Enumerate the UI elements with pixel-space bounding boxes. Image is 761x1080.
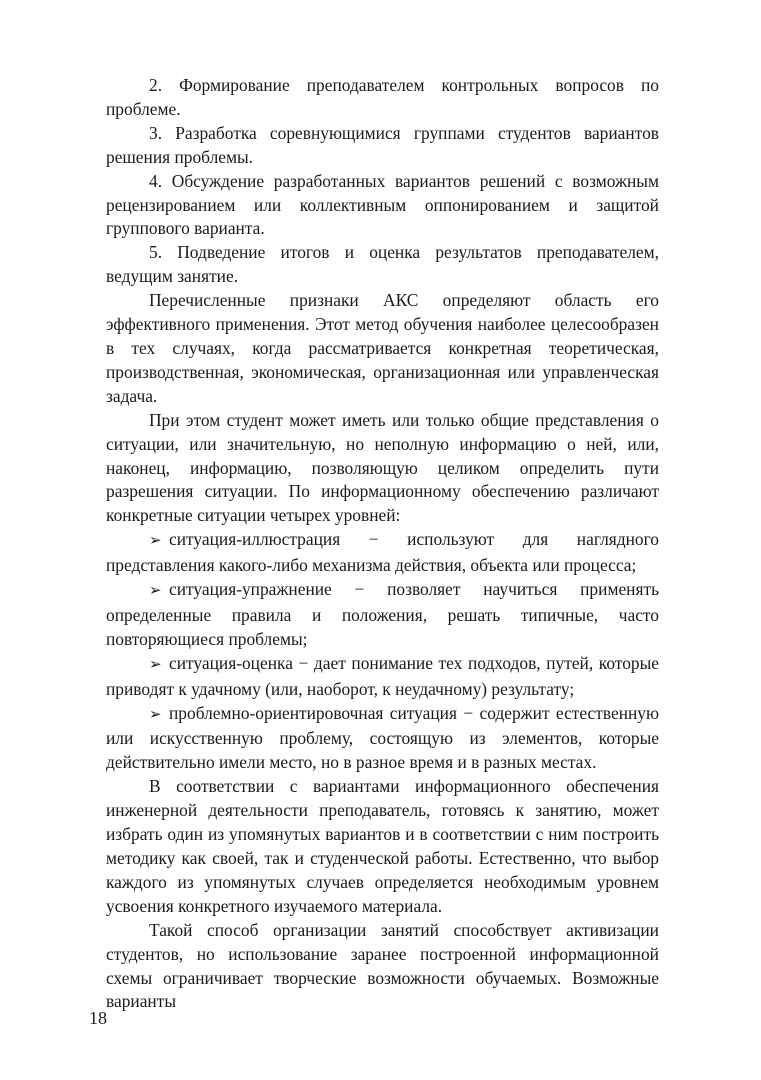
arrow-bullet-icon: ➢ — [149, 706, 162, 723]
page-number: 18 — [89, 1008, 107, 1028]
paragraph-information-levels: При этом студент может иметь или только общие представления о ситуации, или значительную, но неполную информацию о ней, или, наконец, информацию, позволяющую целиком определить пути разрешения ситуации. По информационному обеспечению различают конкретные ситуации четырех уровней: — [106, 409, 659, 526]
bullet-item-assessment — [106, 652, 659, 702]
numbered-item-2: 2. Формирование преподавателем контрольных вопросов по проблеме. — [106, 75, 659, 119]
bullet-item-problem-oriented — [106, 702, 659, 776]
bullet-item-exercise — [106, 578, 659, 652]
paragraph-activation: Такой способ организации занятий способствует активизации студентов, но использование заранее построенной информационной схемы ограничивает творческие возможности обучаемых. Возможные варианты — [106, 919, 659, 1012]
paragraph-teacher-choice: В соответствии с вариантами информационного обеспечения инженерной деятельности преподаватель, готовясь к занятию, может избрать один из упомянутых вариантов и в соответствии с ним построить методику как своей, так и студенческой работы. Естественно, что выбор каждого из упомянутых случаев определяется необходимым уровнем усвоения конкретного изучаемого материала. — [106, 776, 659, 916]
arrow-bullet-icon: ➢ — [149, 533, 162, 550]
arrow-bullet-icon: ➢ — [149, 583, 162, 600]
numbered-item-5: 5. Подведение итогов и оценка результатов преподавателем, ведущим занятие. — [106, 242, 659, 287]
page-body-text — [106, 74, 659, 1014]
bullet-text: проблемно-ориентировочная ситуация − содержит естественную или искусственную проблему, состоящую из элементов, которые действительно имели место, но в разное время и в разных местах. — [106, 702, 659, 773]
numbered-item-3: 3. Разработка соревнующимися группами студентов вариантов решения проблемы. — [106, 122, 659, 167]
arrow-bullet-icon: ➢ — [149, 656, 162, 673]
paragraph-acs-application: Перечисленные признаки АКС определяют область его эффективного применения. Этот метод обучения наиболее целесообразен в тех случаях, когда рассматривается конкретная теоретическая, производственная, экономическая, организационная или управленческая задача. — [106, 290, 659, 406]
bullet-text: ситуация-оценка − дает понимание тех подходов, путей, которые приводят к удачному (или, наоборот, к неудачному) результату; — [106, 652, 659, 699]
numbered-item-4: 4. Обсуждение разработанных вариантов решений с возможным рецензированием или коллективным оппонированием и защитой группового варианта. — [106, 170, 659, 239]
bullet-item-illustration — [106, 528, 659, 578]
bullet-text: ситуация-упражнение − позволяет научиться применять определенные правила и положения, решать типичные, часто повторяющиеся проблемы; — [106, 579, 659, 649]
bullet-text: ситуация-иллюстрация − используют для наглядного представления какого-либо механизма действия, объекта или процесса; — [106, 529, 659, 576]
